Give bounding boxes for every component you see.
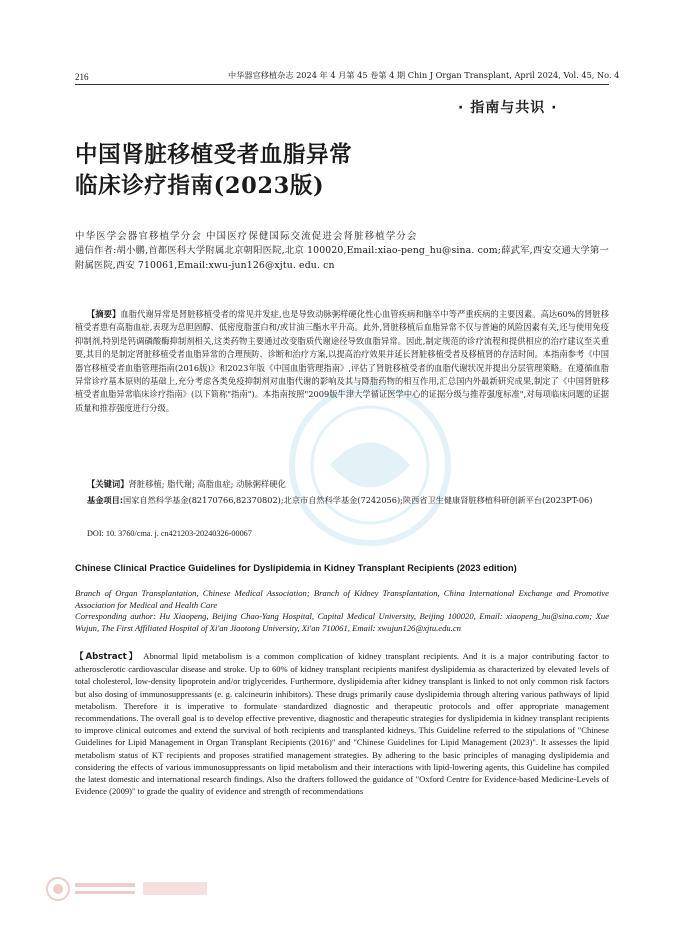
english-affiliation-block (75, 588, 609, 634)
chinese-abstract (75, 308, 609, 415)
article-title (75, 140, 352, 202)
page-number: 216 (75, 72, 89, 82)
english-affiliation: Branch of Organ Transplantation, Chinese Medical Association; Branch of Kidney Transplantation, China International Exchange and Promotive Association for Medical and Health Care (75, 588, 609, 610)
english-abstract-label: 【Abstract】 (75, 652, 140, 662)
english-corresponding: Corresponding author: Hu Xiaopeng, Beijing Chao-Yang Hospital, Capital Medical University, Beijing 100020, Email: xiaopeng_hu@sina.com; Xue Wujun, The First Affiliated Hospital of Xi'an Jiaotong University, Xi'an 710061, Email: xwujun126@xjtu.edu.cn (75, 611, 609, 633)
english-title: Chinese Clinical Practice Guidelines for Dyslipidemia in Kidney Transplant Recipients (2023 edition) (75, 563, 517, 573)
english-abstract (75, 650, 609, 797)
abstract-label: 【摘要】 (87, 309, 121, 319)
english-abstract-text: Abnormal lipid metabolism is a common complication of kidney transplant recipients. And it is a major contributing factor to atherosclerotic cardiovascular disease and stroke. Up to 60% of kidney transplant recipients manifest dyslipidemia as characterized by elevated levels of total cholesterol, low-density lipoprotein and/or triglycerides. Furthermore, dyslipidemia after kidney transplant is linked to not only common risk factors but also dosing of immunosuppressants (e. g. calcineurin inhibitors). These drugs primarily cause dyslipidemia through altering various pathways of lipid metabolism. Therefore it is imperative to formulate standardized diagnostic and therapeutic protocols and offer appropriate management recommendations. The overall goal is to develop effective preventive, diagnostic and therapeutic strategies for dyslipidemia in kidney transplant recipients to improve clinical outcomes and extend the survival of both recipients and transplanted kidneys. This Guideline referred to the stipulations of "Chinese Guidelines for Lipid Management in Organ Transplant Recipients (2016)" and "Chinese Guidelines for Lipid Management (2023)". It assesses the lipid metabolism status of KT recipients and proposes stratified management strategies. By adhering to the basic principles of managing dyslipidemia and considering the effects of various immunosuppressants on lipid metabolism and their interactions with lipid-lowering agents, this Guideline has compiled the latest domestic and international research findings. Also the drafters followed the guidance of "Oxford Centre for Evidence-based Medicine-Levels of Evidence (2009)" to grade the quality of evidence and strength of recommendations (75, 651, 609, 797)
publisher-logo (45, 876, 215, 902)
funding-label: 基金项目: (87, 495, 124, 505)
title-line-1: 中国肾脏移植受者血脂异常 (75, 142, 353, 168)
doi: DOI: 10. 3760/cma. j. cn421203-20240326-00067 (87, 529, 252, 538)
keywords-label: 【关键词】 (87, 479, 129, 489)
abstract-text: 血脂代谢异常是肾脏移植受者的常见并发症,也是导致动脉粥样硬化性心血管疾病和脑卒中等严重疾病的主要因素。高达60%的肾脏移植受者患有高脂血症,表现为总胆固醇、低密度脂蛋白和/或甘油三酯水平升高。此外,肾脏移植后血脂异常不仅与普遍的风险因素有关,还与使用免疫抑制剂,特别是钙调磷酸酶抑制剂相关,这类药物主要通过改变脂质代谢途径导致血脂异常。因此,制定规范的诊疗流程和提供相应的治疗建议至关重要,其目的是制定肾脏移植受者血脂异常的合理预防、诊断和治疗方案,以提高治疗效果并延长肾脏移植受者及移植肾的存活时间。本指南参考《中国器官移植受者血脂管理指南(2016版)》和2023年版《中国血脂管理指南》,评估了肾脏移植受者的血脂代谢状况并提出分层管理策略。在遵循血脂异常诊疗基本原则的基础上,充分考虑各类免疫抑制剂对血脂代谢的影响及其与降脂药物的相互作用,汇总国内外最新研究成果,制定了《中国肾脏移植受者血脂异常临床诊疗指南》(以下简称"指南")。本指南按照"2009版牛津大学循证医学中心的证据分级与推荐强度标准",对每项临床问题的证据质量和推荐强度进行分级。 (75, 309, 610, 413)
authors: 中华医学会器官移植学分会 中国医疗保健国际交流促进会肾脏移植学分会 (75, 231, 418, 242)
keywords-text: 肾脏移植; 脂代谢; 高脂血症; 动脉粥样硬化 (128, 479, 286, 489)
funding-text: 国家自然科学基金(82170766,82370802);北京市自然科学基金(7242056);陕西省卫生健康肾脏移植科研创新平台(2023PT-06) (123, 495, 593, 505)
keywords (87, 478, 286, 490)
funding (75, 494, 609, 508)
running-header: 中华器官移植杂志 2024 年 4 月第 45 卷第 4 期 Chin J Organ Transplant, April 2024, Vol. 45, No. 4 (228, 70, 620, 80)
title-line-2: 临床诊疗指南(2023版) (75, 173, 325, 199)
correspondence: 通信作者:胡小鹏,首都医科大学附属北京朝阳医院,北京 100020,Email:xiao-peng_hu@sina. com;薛武军,西安交通大学第一附属医院,西安 710061,Email:xwu-jun126@xjtu. edu. cn (75, 245, 609, 271)
section-tag: · 指南与共识 · (458, 100, 558, 116)
header-divider (75, 84, 609, 85)
